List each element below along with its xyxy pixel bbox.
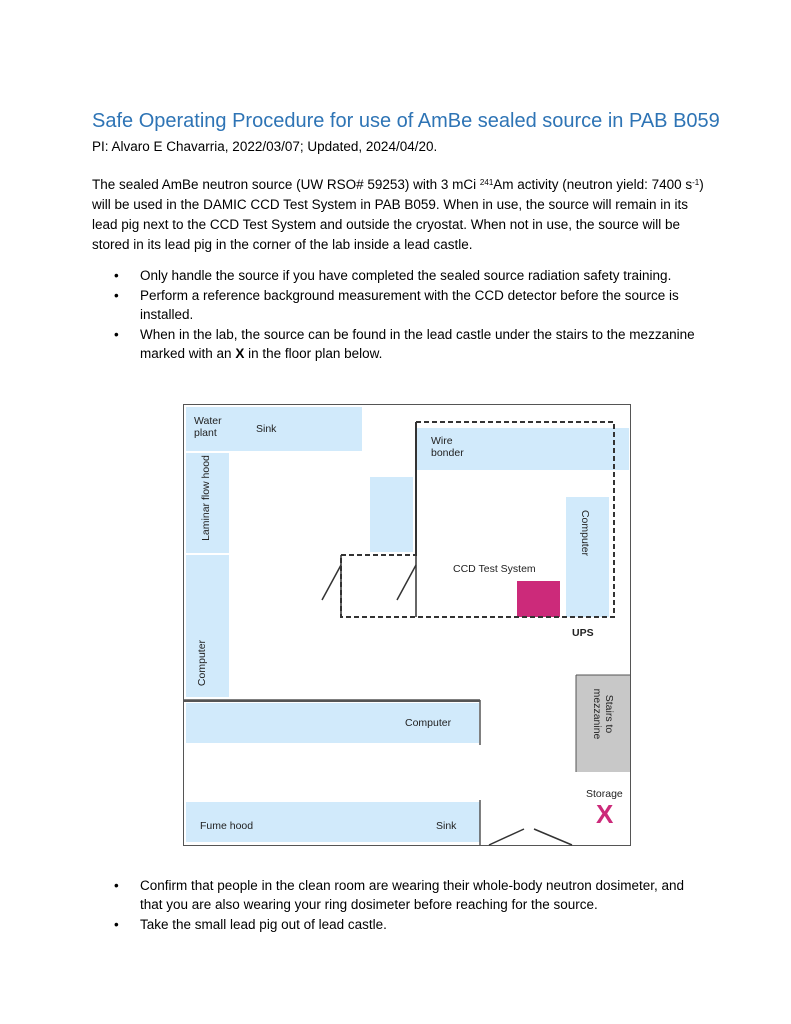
bullet-list-top [92,266,704,364]
water-plant-label: Water plant [194,415,222,439]
exponent-superscript: -1 [692,178,700,187]
floor-plan-lines [184,405,632,847]
sink-bottom-label: Sink [436,820,457,832]
list-item: • Only handle the source if you have completed the sealed source radiation safety training. [92,266,704,285]
storage-label: Storage [586,788,623,800]
computer-right-label: Computer [579,509,591,557]
sink-top-label: Sink [256,423,277,435]
list-item: • Perform a reference background measurement with the CCD detector before the source is installed. [92,286,704,324]
intro-text-2: Am activity (neutron yield: 7400 s [493,177,693,192]
intro-text-1: The sealed AmBe neutron source (UW RSO# 59253) with 3 mCi [92,177,480,192]
bullet-tail: in the floor plan below. [244,346,383,361]
storage-x-marker: X [596,799,614,829]
floor-plan [183,404,631,846]
door-2-swing [397,565,416,600]
list-item: • Take the small lead pig out of lead castle. [92,915,704,934]
bullet-list-bottom [92,876,704,935]
ccd-test-system-label: CCD Test System [453,563,536,575]
ups-label: UPS [572,627,594,639]
list-item [92,325,704,363]
isotope-superscript: 241 [479,178,494,187]
computer-middle-label: Computer [405,717,452,729]
stairs-label: Stairs to mezzanine [591,688,615,740]
laminar-flow-hood-label: Laminar flow hood [200,455,212,541]
clean-room-boundary [341,422,614,617]
list-item: • Confirm that people in the clean room are wearing their whole-body neutron dosimeter, and that you are also wearing your ring dosimeter before reaching for the source. [92,876,704,914]
door-1-swing [322,565,341,600]
entrance-door-left [489,829,524,845]
fume-hood-label: Fume hood [200,820,254,832]
page-title: Safe Operating Procedure for use of AmBe sealed source in PAB B059 [92,110,720,132]
entrance-door-right [534,829,572,845]
intro-paragraph [92,175,704,255]
bold-x: X [235,346,245,361]
byline: PI: Alvaro E Chavarria, 2022/03/07; Updated, 2024/04/20. [92,139,438,154]
bullet-text: When in the lab, the source can be found in the lead castle under the stairs to the mezzanine marked with an [140,327,695,361]
wire-bonder-label: Wire bonder [431,435,464,459]
intro-text-3: ) will be used in the DAMIC CCD Test System in PAB B059. When in use, the source will remain in its lead pig next to the CCD Test System and outside the cryostat. When not in use, the source will be stored in its lead pig in the corner of the lab inside a lead castle. [92,177,704,252]
computer-left-label: Computer [196,639,208,687]
